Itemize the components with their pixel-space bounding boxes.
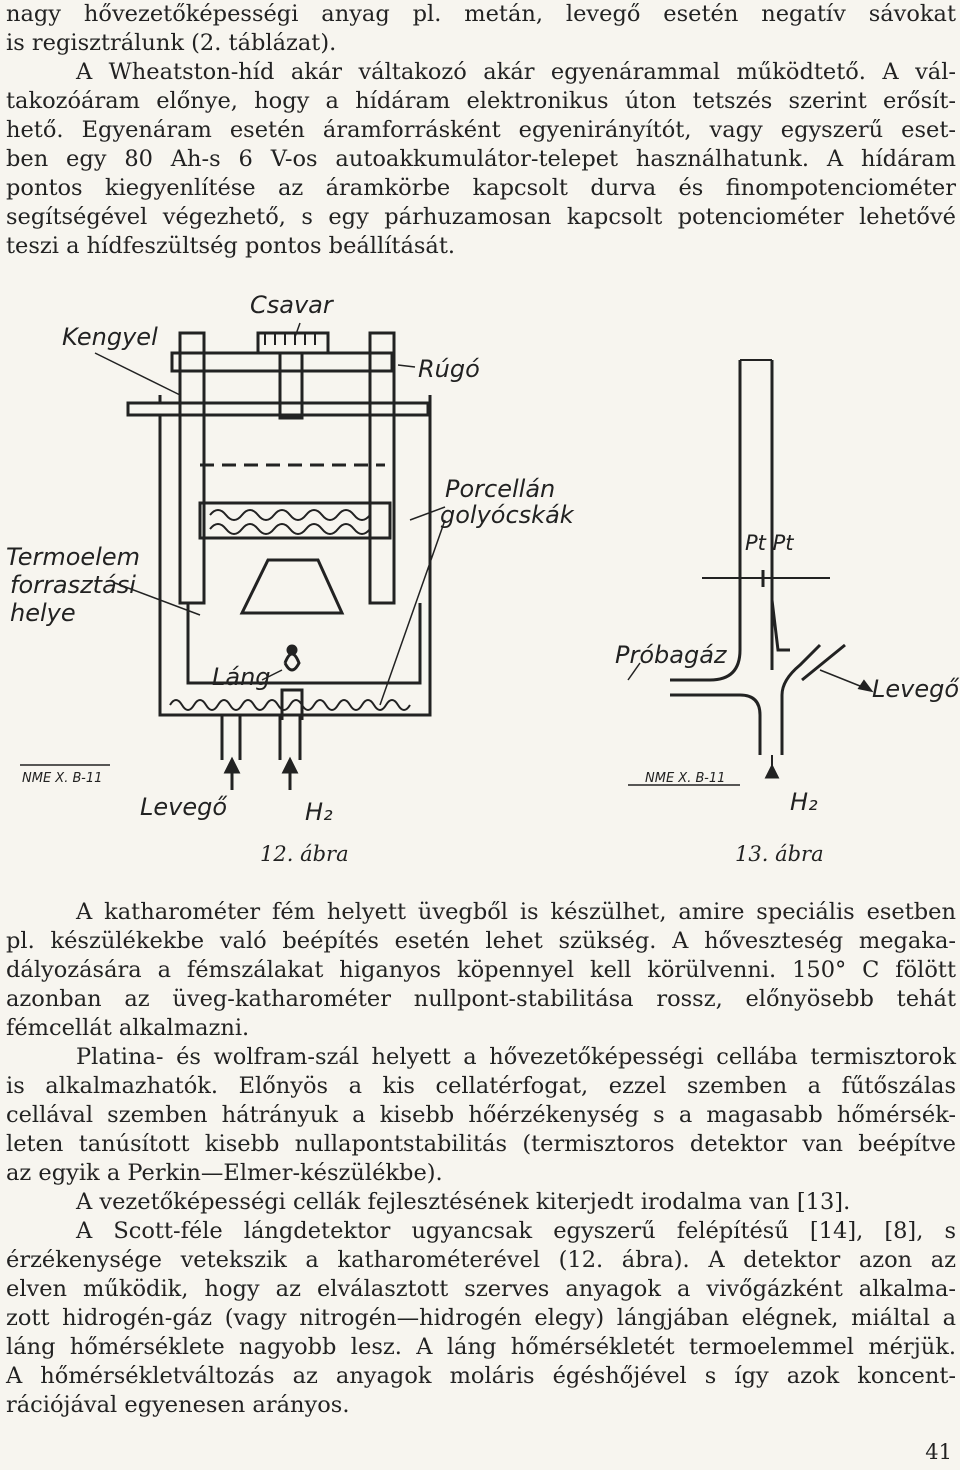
text-line: dályozására a fémszálakat higanyos köpennyel kell körülvenni. 150° C fölött <box>6 957 956 983</box>
text-line: pl. készülékekbe való beépítés esetén lehet szükség. A hőveszteség megaka- <box>6 928 956 954</box>
label-helye: helye <box>10 599 76 627</box>
label-forrasztasi: forrasztási <box>10 571 136 599</box>
text-line: ben egy 80 Ah-s 6 V-os autoakkumulátor-telepet használhatunk. A hídáram <box>6 146 956 172</box>
text-line: azonban az üveg-katharométer nullpont-stabilitása rossz, előnyösebb tehát <box>6 986 956 1012</box>
figure-drawings <box>0 285 960 845</box>
text-line: A katharométer fém helyett üvegből is készülhet, amire speciális esetben <box>76 899 956 925</box>
label-rugo: Rúgó <box>418 355 480 383</box>
text-line: rációjával egyenesen arányos. <box>6 1392 350 1418</box>
text-line: láng hőmérséklete nagyobb lesz. A láng hőmérsékletét termoelemmel mérjük. <box>6 1334 956 1360</box>
text-line: is alkalmazhatók. Előnyös a kis cellatérfogat, ezzel szemben a fűtőszálas <box>6 1073 956 1099</box>
stamp-12: NME X. B-11 <box>22 771 103 786</box>
text-line: fémcellát alkalmazni. <box>6 1015 250 1041</box>
label-pt: Pt Pt <box>745 531 794 555</box>
text-line: segítségével végezhető, s egy párhuzamosan kapcsolt potenciométer lehetővé <box>6 204 956 230</box>
figures <box>0 285 960 845</box>
text-line: zott hidrogén-gáz (vagy nitrogén—hidrogén elegy) lángjában elégnek, miáltal a <box>6 1305 956 1331</box>
text-line: hető. Egyenáram esetén áramforrásként egyenirányítót, vagy egyszerű eset- <box>6 117 956 143</box>
label-csavar: Csavar <box>250 291 333 319</box>
page-number: 41 <box>925 1440 952 1464</box>
label-levego-13: Levegő <box>872 675 960 703</box>
figure-12-caption: 12. ábra <box>260 842 349 866</box>
label-probagaz: Próbagáz <box>615 641 727 669</box>
label-h2-13: H₂ <box>790 788 818 816</box>
text-line: Platina- és wolfram-szál helyett a hővezetőképességi cellába termisztorok <box>76 1044 956 1070</box>
figure-labels <box>6 291 959 826</box>
figure-13-caption: 13. ábra <box>735 842 824 866</box>
text-line: az egyik a Perkin—Elmer-készülékbe). <box>6 1160 443 1186</box>
text-line: A vezetőképességi cellák fejlesztésének kiterjedt irodalma van [13]. <box>76 1189 851 1215</box>
text-line: elven működik, hogy az elválasztott szerves anyagok a vivőgázként alkalma- <box>6 1276 956 1302</box>
text-line: A hőmérsékletváltozás az anyagok moláris égéshőjével s így azok koncent- <box>6 1363 956 1389</box>
text-line: pontos kiegyenlítése az áramkörbe kapcsolt durva és finompotenciométer <box>6 175 956 201</box>
stamp-13: NME X. B-11 <box>645 771 726 786</box>
text-line: is regisztrálunk (2. táblázat). <box>6 30 337 56</box>
label-termoelem: Termoelem <box>6 543 140 571</box>
text-line: cellával szemben hátrányuk a kisebb hőérzékenység s a magasabb hőmérsék- <box>6 1102 956 1128</box>
label-kengyel: Kengyel <box>62 323 158 351</box>
text-line: teszi a hídfeszültség pontos beállítását. <box>6 233 456 259</box>
text-line: A Wheatston-híd akár váltakozó akár egyenárammal működtető. A vál- <box>76 59 956 85</box>
label-golyocskak: golyócskák <box>440 501 574 529</box>
label-h2-12: H₂ <box>305 798 333 826</box>
text-line: A Scott-féle lángdetektor ugyancsak egyszerű felépítésű [14], [8], s <box>76 1218 956 1244</box>
figure-13-katharometer <box>628 360 870 785</box>
text-line: takozóáram előnye, hogy a hídáram elektronikus úton tetszés szerint erősít- <box>6 88 956 114</box>
text-line: érzékenysége vetekszik a katharométerével (12. ábra). A detektor azon az <box>6 1247 956 1273</box>
text-line: leten tanúsított kisebb nullapontstabilitás (termisztoros detektor van beépítve <box>6 1131 956 1157</box>
paragraph-bottom <box>6 898 956 1420</box>
paragraph-top <box>6 0 956 261</box>
label-porcellan: Porcellán <box>445 475 556 503</box>
label-lang: Láng <box>212 663 271 691</box>
text-line: nagy hővezetőképességi anyag pl. metán, levegő esetén negatív sávokat <box>6 1 956 27</box>
label-levego-12: Levegő <box>140 793 228 821</box>
